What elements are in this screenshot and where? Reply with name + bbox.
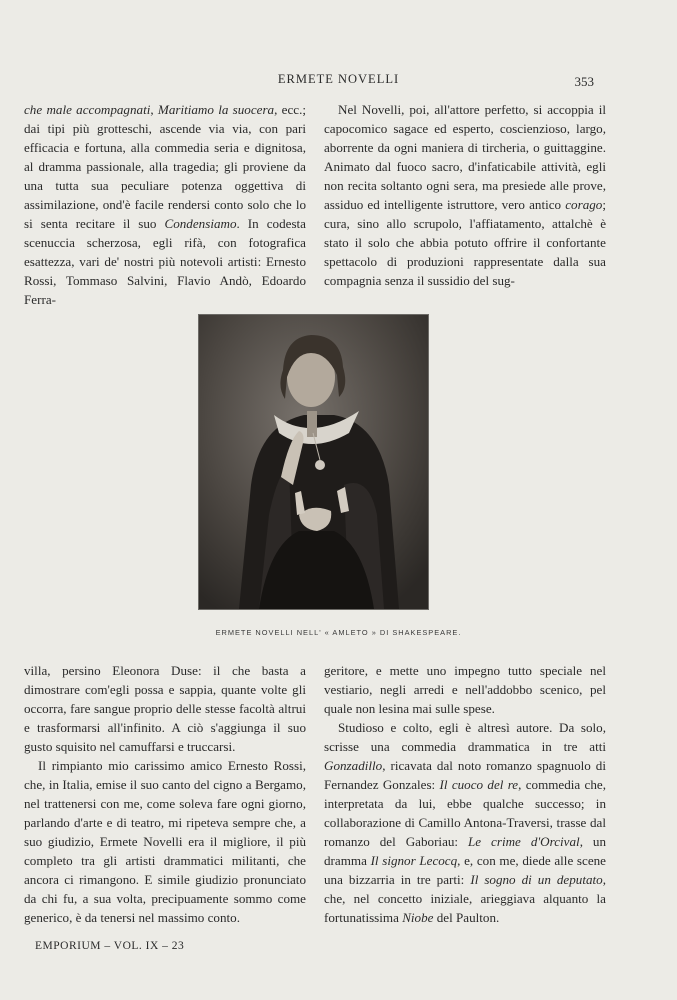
- italic-title: Maritiamo la suocera: [157, 102, 275, 117]
- italic-title: Il signor Lecocq: [370, 853, 458, 868]
- paragraph: Studioso e colto, egli è altresì autore. Da solo, scrisse una commedia drammatica in tre atti Gonzadillo, ricavata dal noto romanzo spagnuolo di Fernandez Gonzales: Il cuoco del re, commedia che, interpretata da lui, ebbe qualche successo; in collaborazione di Camillo Antona-Traversi, trasse dal romanzo del Gaboriau: Le crime d'Orcival, un dramma Il signor Lecocq, e, con me, diede alle scene una bizzarria in tre parti: Il sogno di un deputato, che, nel concetto iniziale, arieggiava alquanto la fortunatissima Niobe del Paulton.: [324, 720, 607, 925]
- column-top-left: [24, 100, 306, 309]
- portrait-photo: [198, 314, 429, 610]
- italic-title: che male accompagnati: [24, 102, 151, 117]
- footer-signature: EMPORIUM – VOL. IX – 23: [35, 940, 185, 952]
- italic-title: Il sogno di un deputato: [470, 872, 603, 887]
- paragraph: Nel Novelli, poi, all'attore perfetto, si accoppia il capocomico sagace ed esperto, coscienzioso, largo, aborrente da ogni maniera di tircheria, o guittaggine. Animato dal fuoco sacro, d'infaticabile attività, egli non recita soltanto ogni sera, ma presiede alle prove, assiduo ed intelligente istruttore, vero antico corago; cura, sino allo scrupolo, l'affiatamento, attalchè è stato il solo che abbia potuto offrire il confortante spettacolo di produzioni rappresentate dalla sua compagnia senza il sussidio del sug-: [324, 102, 606, 288]
- italic-term: corago: [565, 197, 603, 212]
- column-top-right: [324, 100, 606, 290]
- column-bottom-right: [324, 661, 606, 927]
- paragraph: villa, persino Eleonora Duse: il che basta a dimostrare com'egli possa e sappia, quante volte gli occorra, fare sangue proprio delle stesse facoltà altrui e trasformarsi all'infinito. A ciò s'aggiunga il suo gusto squisito nel camuffarsi e truccarsi.: [24, 663, 306, 754]
- page-number: 353: [574, 74, 594, 89]
- running-title: ERMETE NOVELLI: [277, 72, 400, 86]
- column-bottom-left: [24, 661, 306, 927]
- portrait-illustration: [199, 315, 428, 609]
- paragraph: geritore, e mette uno impegno tutto speciale nel vestiario, negli arredi e nell'addobbo scenico, pel quale non lesina mai sulle spese.: [324, 663, 606, 716]
- italic-title: Condensiamo: [164, 216, 237, 231]
- italic-title: Il cuoco del re: [439, 777, 519, 792]
- italic-title: Le crime d'Orcival: [468, 834, 580, 849]
- paragraph: Il rimpianto mio carissimo amico Ernesto Rossi, che, in Italia, emise il suo canto del cigno a Bergamo, nel trattenersi con me, come soleva fare ogni giorno, parlando d'arte e di teatro, mi ripeteva sempre che, a suo giudizio, Ermete Novelli era il migliore, il più completo tra gli artisti drammatici militanti, che ancora ci rimangono. E simile giudizio pronunciato da chi fu, a sua volta, precipuamente sommo come generico, è da tenersi nel massimo conto.: [24, 758, 306, 925]
- paragraph: che male accompagnati, Maritiamo la suocera, ecc.; dai tipi più grotteschi, ascende via via, con pari efficacia e fortuna, alla commedia seria e dignitosa, al dramma passionale, alla tragedia; gli proviene da una tutta sua peculiare potenza oggettiva di assimilazione, ond'è facile rendersi conto solo che lo si senta recitare il suo Condensiamo. In codesta scenuccia scherzosa, egli rifà, con fotografica esattezza, vari de' nostri più notevoli artisti: Ernesto Rossi, Tommaso Salvini, Flavio Andò, Edoardo Ferra-: [24, 102, 306, 307]
- figure-caption: ERMETE NOVELLI NELL' « AMLETO » DI SHAKESPEARE.: [215, 628, 462, 637]
- italic-title: Gonzadillo: [324, 758, 383, 773]
- italic-title: Niobe: [402, 910, 434, 925]
